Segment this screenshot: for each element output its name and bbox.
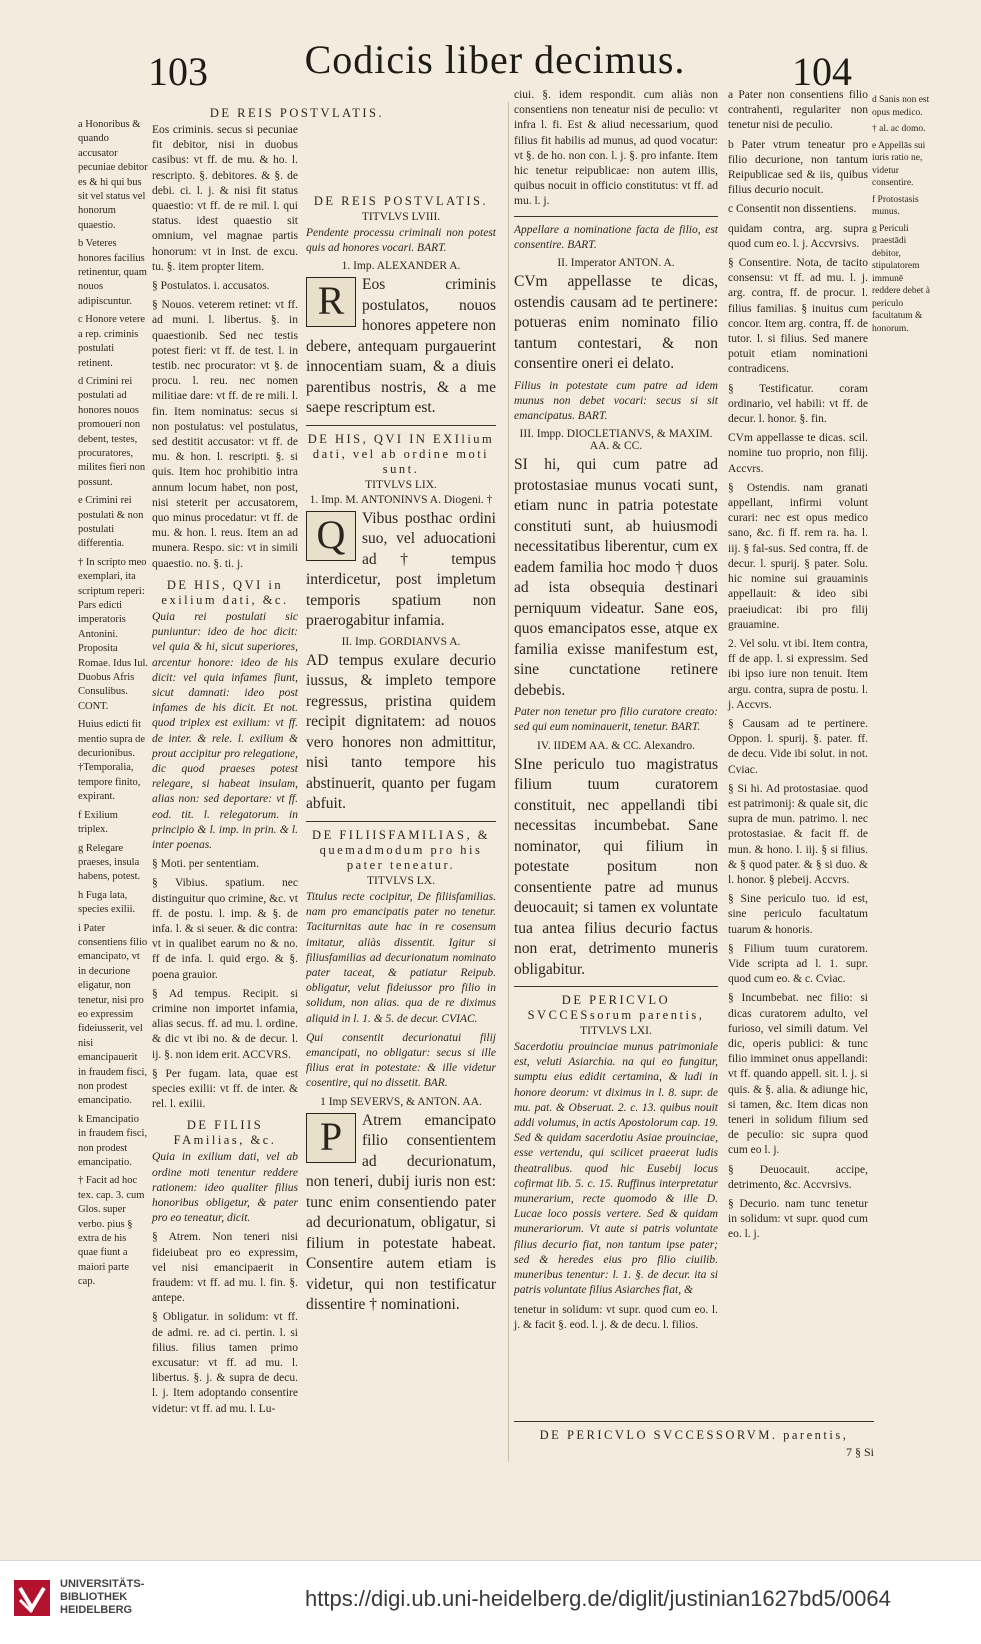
gloss-paragraph: § Ad tempus. Recipit. si crimine non importet infamia, alias secus. ff. ad mu. l. ordine. & dic vt ibi no. & de decur. l. ij. §. non idem erit. ACCVRS. [152, 987, 298, 1061]
gloss-paragraph: § Nouos. veterem retinet: vt ff. ad muni. l. libertus. §. in quaestionib. Sed nec testis potest fieri: vt ff. de test. l. in testib. nec procurator: vt §. de procu. l. reu. nec nomen militiae dare: vt ff. de re mili. l. fin. Item nominatus: secus si non postulatus: vel postulatus, sed destitit accusator: vt ff. de mu. & hon. l. rescripti. §. si quis. Item hoc prohibitio intra annum locum habet, non post, nisi steterit per accusatorem, quo minus procedatur: vt ff. de mu. & hon. l. reus. Item an ad munera. Respo. sic: vt in simili quaestio. no. §. ti. j. [152, 299, 298, 570]
decorated-initial: P [306, 1113, 356, 1163]
university-library-logo-icon [12, 1578, 52, 1618]
gloss-paragraph: § Decurio. nam tunc tenetur in solidum: vt supr. quod cum eo. l. j. [728, 1198, 868, 1241]
titulus-label: TITVLVS LX. [367, 874, 435, 887]
rule-divider [306, 821, 496, 822]
summary: Pendente processu criminali non potest quis ad honores vocari. BART. [306, 227, 496, 255]
gloss-paragraph: ciui. §. idem respondit. cum aliàs non consentiens non teneatur nisi de peculio: vt infra l. fi. Est & aliud necessarium, quod filius fit habilis ad munus, ad quod vocatur: vt §. de ho. non con. l. j. §. pro infante. Item hic tenetur reipublicae: non autem illis, quibus nocuit in officio constitutus: vt ff. ad mu. l. j. [514, 89, 718, 208]
titulus-label: TITVLVS LXI. [580, 1025, 652, 1038]
gloss-paragraph: Eos criminis. secus si pecuniae fit debitor, nisi in duobus casibus: vt ff. de mu. & ho. l. rescripto. §. debitores. & §. de debi. ci. l. j. & nisi fit status quaestio: vt ff. de re mil. l. qui status. idest quaestio sit omnium, vel magnae partis honorum: vt in Inst. de excu. tu. §. item propter litem. [152, 124, 298, 273]
margin-note: e Appellās sui iuris ratio ne, videtur consentire. [872, 140, 926, 188]
gloss-paragraph: b Pater vtrum teneatur pro filio decurione, non tantum Reipublicae sed & iis, quibus filius decurio nocuit. [728, 138, 868, 197]
law-heading: III. Impp. DIOCLETIANVS, & MAXIM. AA. & CC. [519, 428, 713, 453]
gloss-paragraph: § Per fugam. lata, quae est species exilii: vt ff. de inter. & rel. l. exilii. [152, 1067, 298, 1111]
section-heading: DE FILIISFAMILIAS, & quemadmodum pro his pater teneatur. [312, 827, 490, 872]
summary: Filius in potestate cum patre ad idem munus non debet vocari: secus si sit emancipatus. BART. [514, 379, 718, 422]
next-section-heading: DE PERICVLO SVCCESSORVM. parentis, [539, 1428, 849, 1442]
margin-note: g Periculi praestādi debitor, stipulatorem immunē reddere debet à periculo facultatum & honorum. [872, 223, 931, 334]
gloss-paragraph: Quia in exilium dati, vel ab ordine moti tenentur reddere rationem: ideo qualiter filius honoribus obligetur, & pater pro eo teneatur, dicit. [152, 1151, 298, 1225]
section-heading: DE HIS, QVI IN EXIlium dati, vel ab ordine moti sunt. [307, 431, 495, 476]
law-text: Atrem emancipato filio consentientem ad decurionatum, non teneri, dubij iuris non est: tunc enim consentiendo pater ad decurionatum, obligatur, si filium in potestate habeat. Consentire autem etiam is videtur, qui non testificatur dissentire † nominationi. [306, 1111, 496, 1314]
margin-note: g Relegare praeses, insula habens, potest. [78, 842, 141, 883]
margin-note: † Facit ad hoc tex. cap. 3. cum Glos. super verbo. pius § extra de his quae fiunt a maiori parte cap. [78, 1175, 145, 1288]
logo-line: HEIDELBERG [60, 1604, 133, 1616]
gloss-paragraph: § Atrem. Non teneri nisi fideiubeat pro eo expressim, vel nisi emancipaerit in fraudem: vt ff. ad mu. l. fin. §. antepe. [152, 1231, 298, 1305]
section-heading: DE REIS POSTVLATIS. [209, 106, 385, 120]
university-library-name [60, 1578, 144, 1617]
margin-note: e Crimini rei postulati & non postulati differentia. [78, 495, 144, 550]
section-heading: DE FILIIS FAmilias, &c. [173, 1118, 277, 1148]
logo-line: BIBLIOTHEK [60, 1591, 128, 1603]
gloss-paragraph: § Causam ad te pertinere. Oppon. l. spurij. §. pater. ff. de decu. Vide ibi solut. in not. Cviac. [728, 717, 868, 776]
law-column-right [514, 88, 718, 1337]
gloss-paragraph: CVm appellasse te dicas. scil. nomine tuo proprio, non filij. Accvrs. [728, 432, 868, 475]
gloss-paragraph: Quia rei postulati sic puniuntur: ideo de hoc dicit: vel quia & hi, sicut superiores, arcentur honore: ideo de his dicit: vel quia infames fiunt, sicut damnati: ideo post infames de his dicit. Et not. quod triplex est exilium: vt ff. de inter. & rele. l. exilium & prout accipitur pro relegatione, dic quod praeses potest relegare, si habeat insulam, alias non: sed deportare: vt ff. eod. tit. l. relegatorum. in principio & l. imp. in prin. & l. inter poenas. [152, 610, 298, 851]
left-page-number: 103 [148, 49, 208, 94]
titulus-label: TITVLVS LVIII. [361, 211, 441, 223]
left-margin-notes [78, 118, 148, 1294]
margin-note: i Pater consentiens filio emancipato, vt in decurione eligatur, non tenetur, nisi pro eo expressim fideiusserit, vel nisi emancipauerit in fraudem fisci, non prodest emancipatio. [78, 922, 148, 1107]
margin-note: k Emancipatio in fraudem fisci, non prodest emancipatio. [78, 1113, 148, 1169]
decorated-initial: Q [306, 511, 356, 561]
gloss-paragraph: § Testificatur. coram ordinario, vel habili: vt ff. de decur. l. honor. §. fin. [728, 382, 868, 426]
gloss-paragraph: a Pater non consentiens filio contrahenti, regulariter non tenetur nisi de peculio. [728, 89, 868, 132]
gloss-paragraph: § Sine periculo tuo. id est, sine periculo facultatum tuarum & honoris. [728, 893, 868, 936]
law-heading: II. Imperator ANTON. A. [557, 257, 675, 270]
summary: Qui consentit decurionatui filij emancipati, no obligatur: secus si ille filius erat in potestate: & ille videtur cosentire, qui no dissetit. BAR. [306, 1031, 496, 1090]
law-text: AD tempus exulare decurio iussus, & impleto tempore regressus, pristina quidem recipit dignitatem: ad nouos vero honores non admittitur, nisi tanto tempore his abstinuerit, quanto per fugam abfuit. [306, 651, 496, 813]
gloss-paragraph: § Ostendis. nam granati appellant, infirmi volunt curari: nec est opus medico sano, &c. fi ff. rem ra. ha. l. iij. § fal-sus. Sed contra, ff. de decur. l. spurij. § pater. Solu. hic nomine sui grauaminis appellauit: & ideo sibi praeiudicat: ibi pro filij grauamine. [728, 481, 868, 631]
section-heading: DE REIS POSTVLATIS. [313, 194, 489, 208]
rule-divider [306, 425, 496, 426]
section-heading: DE HIS, QVI in exilium dati, &c. [161, 577, 289, 607]
law-text: SI hi, qui cum patre ad protostasiae munus vocati sunt, etiam nunc in patria potestate constituti sunt, ab huiusmodi necessitatibus liberentur, cum ex eadem familia hoc modo † duos ad ista obsequia destinari perniquum videatur. Sane eos, quos emancipatos esse, atque ex familia exisse manifestum est, sine cunctatione retinere debebis. [514, 456, 718, 699]
gloss-column-left [152, 100, 385, 1421]
right-margin-notes [872, 94, 932, 339]
law-text: CVm appellasse te dicas, ostendis causam ad te pertinere: potueras enim nominato filio tantum contestari, & non consentire oneri ei delato. [514, 273, 718, 373]
margin-note: f Protostasis munus. [872, 194, 919, 217]
law-heading: IV. IIDEM AA. & CC. Alexandro. [537, 739, 695, 752]
page-bottom [514, 1415, 874, 1460]
margin-note: f Exilium triplex. [78, 809, 118, 836]
law-text: Vibus posthac ordini suo, vel aduocationi ad † tempus interdicetur, post impletum temporis spatium non praerogabitur infamia. [306, 509, 496, 630]
gloss-paragraph: § Postulatos. i. accusatos. [152, 280, 270, 293]
law-column-left [306, 188, 496, 1320]
titulus-label: TITVLVS LIX. [365, 478, 437, 491]
summary: Titulus recte cocipitur, De filiisfamilias. nam pro emancipatis pater no tenetur. Taciturnitas aute hac in re cosensum imitatur, aliàs dissentit. Igitur si filiusfamilias ad decurionatum nominato pater taceat, & patiatur Reipub. obligatur, velut fideiussor pro filio in solidum, non alias. qua de re diximus aliquid in l. 1. & 5. de decur. CVIAC. [306, 890, 496, 1025]
right-page-number: 104 [792, 49, 852, 94]
summary: Appellare a nominatione facta de filio, est consentire. BART. [514, 223, 718, 251]
gloss-column-right [728, 88, 868, 1247]
decorated-initial: R [306, 277, 356, 327]
margin-note: d Crimini rei postulati ad honores nouos promoueri non debent, testes, procuratores, milites fieri non possunt. [78, 375, 146, 488]
gloss-paragraph: 2. Vel solu. vt ibi. Item contra, ff de app. l. si expressim. Sed ibi ipso iure non tenuit. Item argu. contra, supra de postu. l. j. Accvrs. [728, 637, 868, 711]
law-heading: 1 Imp SEVERVS, & ANTON. AA. [320, 1095, 482, 1108]
law-heading: 1. Imp. ALEXANDER A. [341, 260, 461, 273]
rule-divider [514, 1421, 874, 1422]
column-divider [508, 102, 509, 1462]
gloss-paragraph: quidam contra, arg. supra quod cum eo. l. j. Accvrsivs. [728, 222, 868, 250]
law-heading: II. Imp. GORDIANVS A. [341, 635, 461, 648]
margin-note: h Fuga lata, species exilii. [78, 889, 136, 916]
gloss-paragraph: § Filium tuum curatorem. Vide scripta ad l. 1. supr. quod cum eo. & c. Cviac. [728, 942, 868, 986]
law-text: SIne periculo tuo magistratus filium tuum curatorem constituit, nec appellandi tibi necessitas incumbebat. Sane nominator, qui filium in potestate positum non consentiente patre ad munus deuocauit; si tamen ex voluntate tua antea filius decurio factus non erat, detrimento muneris obligabitur. [514, 755, 718, 978]
logo-line: UNIVERSITÄTS- [60, 1578, 145, 1590]
summary: Sacerdotiu prouinciae munus patrimoniale est, veluti Asiarchia. na qui eo fungitur, sumptu eius edidit certamina, & ludi in honore deorum: vt diximus in l. 8. supr. de mu. pat. & Obseruat. 2. c. 13. quibus nouit addi volumus, in actis Apostolorum cap. 19. Sed & quidam sacerdotiu Asiae prouinciae, esse vertendu, qui scilicet praeerat ludis theatralibus. quod hic Eusebij locus cofirmat lib. 5. c. 15. Ruffinus interpretatur munerarium, recte quomodo & ille D. Lucae loco possis vertere. Sed & quidam munerariorum. Vt aute si patris voluntate filius decurio fiat, non tantum ipse pater; sed & heredes eius pro filio ciuilib. muneribus tenentur: l. 1. §. de decur. ita si patris voluntate filius Asiarches fiat, & [514, 1041, 718, 1297]
margin-note: † al. ac domo. [872, 124, 926, 134]
digitization-url-link[interactable]: https://digi.ub.uni-heidelberg.de/diglit/justinian1627bd5/0064 [305, 1586, 891, 1611]
gloss-paragraph: § Si hi. Ad protostasiae. quod est patrimonij: & quale sit, dic supra de mun. patrimo. l. nec protostasiae. & facit ff. de mun. & hono. l. iij. § si filius. & § quod pater. & § si duo. & l. honor. § plebeij. Accvrs. [728, 782, 868, 886]
gloss-paragraph: § Incumbebat. nec filio: si dicas curatorem adulto, vel furioso, vel simili datum. Vel dic, operis publici: & tunc filio imminet onus appellandi: vt ff. quando appell. sit. l. j. si quis. & §. alia. & adiunge hic, si tamen, &c. Item dicas non teneri in solidum filium sed de peculio: sic supra quod cum eo l. j. [728, 992, 868, 1157]
margin-note: b Veteres honores facilius retinentur, quam nouos adipiscuntur. [78, 238, 147, 307]
gloss-paragraph: c Consentit non dissentiens. [728, 203, 857, 216]
gloss-paragraph: § Obligatur. in solidum: vt ff. de admi. re. ad ci. pertin. l. si filius. filius tamen primo excusatur: vt ff. ad mu. l. libertus. §. j. & supra de decu. l. j. Item adoptando consentire videtur: vt ff. ad mu. l. Lu- [152, 1311, 298, 1415]
gloss-paragraph: § Moti. per sententiam. [152, 858, 259, 871]
gloss-paragraph: tenetur in solidum: vt supr. quod cum eo. l. j. & facit §. eod. l. j. & de decu. l. filios. [514, 1303, 718, 1331]
margin-note: Huius edicti fit mentio supra de decurionibus. †Temporalia, tempore finito, expirant. [78, 719, 146, 803]
gloss-paragraph: § Deuocauit. accipe, detrimento, &c. Accvrsivs. [728, 1163, 868, 1191]
margin-note: a Honoribus & quando accusator pecuniae debitor es & hi qui bus sit vel status vel honorum quaestio. [78, 119, 148, 231]
law-heading: 1. Imp. M. ANTONINVS A. Diogeni. † [309, 493, 493, 506]
rule-divider [514, 986, 718, 987]
section-heading: DE PERICVLO SVCCESsorum parentis, [527, 993, 705, 1023]
margin-note: † In scripto meo exemplari, ita scriptum reperi: Pars edicti imperatoris Antonini. Proposita Romae. Idus Iul. Duobus Afris Consulibus. CONT. [78, 556, 148, 712]
margin-note: d Sanis non est opus medico. [872, 95, 930, 118]
gloss-paragraph: § Consentire. Nota, de tacito consensu: vt ff. ad mu. l. j. arg. contra, ff. de procur. l. filius familias. § inuitus cum concor. Item arg. contra, ff. de tutor. l. si filius. Sed manere potuit etiam nominationi contradicens. [728, 257, 868, 376]
gloss-paragraph: § Vibius. spatium. nec distinguitur quo crimine, &c. vt ff. de postu. l. imp. & §. de infa. l. & si seuer. & dic contra: vt in qualibet earum no & no. ff de infa. l. quid ergo. & §. poena grauior. [152, 877, 298, 981]
margin-note: c Honore vetere a rep. criminis postulati retinent. [78, 314, 146, 369]
law-text: Eos criminis postulatos, nouos honores appetere non debere, antequam purgauerint innocentiam suam, & a diuis parentibus nostris, & a me saepe rescriptum est. [306, 276, 496, 417]
rule-divider [514, 216, 718, 217]
catchword: 7 § Si [845, 1445, 874, 1459]
page-title: Codicis liber decimus. [304, 37, 686, 82]
summary: Pater non tenetur pro filio curatore creato: sed qui eum nominauerit, tenetur. BART. [514, 706, 718, 734]
